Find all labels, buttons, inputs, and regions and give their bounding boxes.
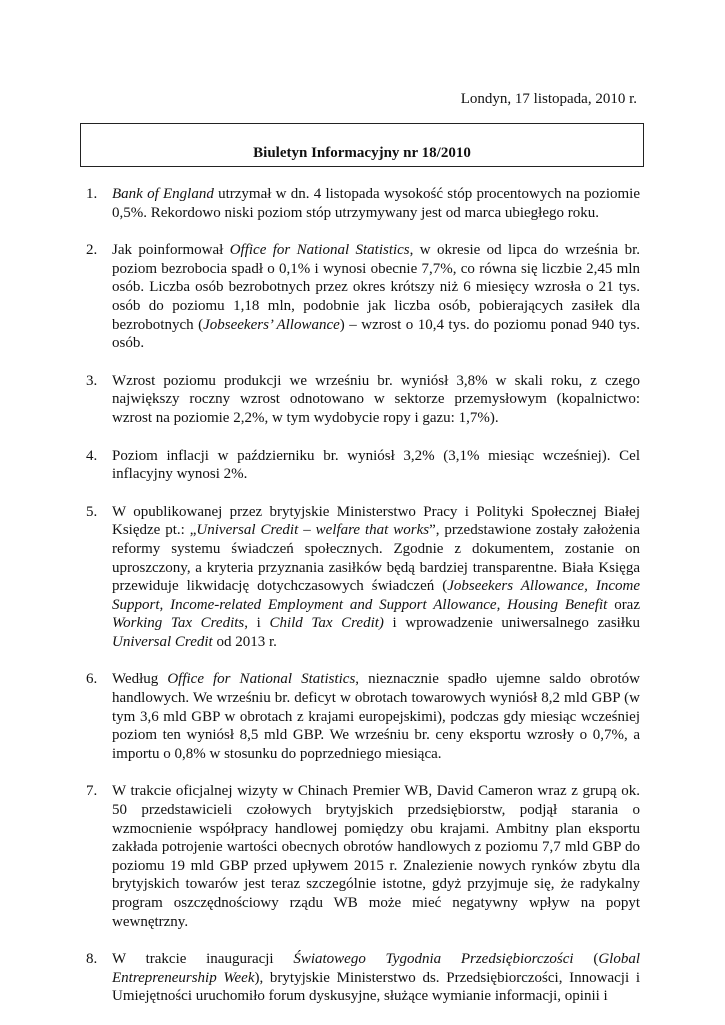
text-segment: Według (112, 671, 168, 688)
italic-text: Office for National Statistics (229, 242, 410, 259)
item-text (112, 670, 640, 763)
italic-text: Jobseekers Allowance, Income Support, Income-related Employment and Support Allowance, Housing Benefit (112, 578, 640, 613)
item-number: 8. (86, 951, 98, 968)
text-segment: ) – wzrost o 10,4 tys. do poziomu ponad 940 tys. osób. (112, 316, 640, 352)
item-number: 6. (86, 671, 98, 688)
text-segment: , w okresie od lipca do września br. poziom bezrobocia spadł o 0,1% i wynosi obecnie 7,7%, co równa się liczbie 2,45 mln osób. Liczba osób bezrobotnych przez okres krótszy niż 6 miesięcy wzrosła o 21 tys. osób do poziomu 1,18 mln, podobnie jak liczba osób, pobierających zasiłek dla bezrobotnych ( (112, 242, 640, 333)
italic-text: Child Tax Credit) (269, 615, 384, 632)
list-item (80, 670, 640, 763)
text-segment: Wzrost poziomu produkcji we wrześniu br. wyniósł 3,8% w skali roku, z czego największy roczny wzrost odnotowano w sektorze przemysłowym (kopalnictwo: wzrost na poziomie 2,2%, w tym wydobycie ropy i gazu: 1,7%). (112, 372, 640, 426)
text-segment: od 2013 r. (212, 633, 277, 650)
list-item (80, 372, 640, 428)
italic-text: Universal Credit (112, 633, 213, 650)
italic-text: Jobseekers’ Allowance (203, 316, 340, 333)
italic-text: Office for National Statistics (167, 671, 356, 688)
item-number: 3. (86, 372, 98, 389)
item-number: 7. (86, 783, 98, 800)
text-segment: W trakcie oficjalnej wizyty w Chinach Premier WB, David Cameron wraz z grupą ok. 50 przedstawicieli czołowych brytyjskich przedsiębiorstw, podjął starania o wzmocnienie współpracy handlowej pomiędzy obu krajami. Ambitny plan eksportu zakłada potrojenie wartości obecnych obrotów handlowych z poziomu 7,7 mld GBP do poziomu 19 mld GBP przed upływem 2015 r. Znalezienie nowych rynków zbytu dla brytyjskich towarów jest teraz szczególnie istotne, gdyż przyjmuje się, że radykalny program oszczędnościowy rządu WB może mieć negatywny wpływ na popyt wewnętrzny. (112, 783, 640, 930)
item-number: 1. (86, 186, 98, 202)
item-number: 2. (86, 242, 98, 259)
text-segment: W trakcie inauguracji (112, 951, 294, 968)
list-item (80, 241, 640, 353)
text-segment: , i (244, 615, 270, 632)
text-segment: , nieznacznie spadło ujemne saldo obrotów handlowych. We wrześniu br. deficyt w obrotach towarowych wyniósł 8,2 mld GBP (w tym 3,6 mld GBP w obrotach z krajami europejskimi), podczas gdy miesiąc wcześniej poziom ten wyniósł 8,5 mld GBP. We wrześniu br. ceny eksportu wzrosły o 0,7%, a importu o 0,8% w stosunku do poprzedniego miesiąca. (112, 671, 640, 762)
item-text (112, 447, 640, 484)
item-text (112, 372, 640, 428)
list-item (80, 782, 640, 931)
italic-text: Universal Credit – welfare that works (196, 522, 430, 539)
italic-text: Światowego Tygodnia Przedsiębiorczości (293, 951, 574, 968)
item-number: 4. (86, 447, 98, 464)
item-text (112, 241, 640, 353)
italic-text: Bank of England (112, 186, 214, 202)
italic-text: Working Tax Credits (112, 615, 245, 632)
text-segment: Jak poinformował (112, 242, 230, 259)
item-text (112, 950, 640, 1006)
list-item (80, 447, 640, 484)
text-segment: i wprowadzenie uniwersalnego zasiłku (383, 615, 640, 632)
item-text (112, 503, 640, 652)
italic-text: Global Entrepreneurship Week (112, 951, 640, 986)
news-list (80, 185, 640, 1025)
item-text (112, 185, 640, 222)
list-item (80, 503, 640, 652)
list-item (80, 950, 640, 1006)
title-box (80, 123, 644, 167)
list-item (80, 185, 640, 222)
dateline: Londyn, 17 listopada, 2010 r. (460, 91, 637, 107)
bulletin-title: Biuletyn Informacyjny nr 18/2010 (253, 145, 471, 161)
item-number: 5. (86, 503, 98, 520)
text-segment: oraz (607, 596, 640, 613)
text-segment: Poziom inflacji w październiku br. wyniósł 3,2% (3,1% miesiąc wcześniej). Cel inflacyjny wynosi 2%. (112, 447, 640, 483)
text-segment: W opublikowanej przez brytyjskie Ministerstwo Pracy i Polityki Społecznej Białej Księdze pt.: „ (112, 503, 640, 539)
text-segment: ”, przedstawione zostały założenia reformy systemu świadczeń społecznych. Zgodnie z dokumentem, zostanie on uproszczony, a kryteria przyznania zasiłków będą bardziej transparentne. Biała Księga przewiduje likwidację dotychczasowych świadczeń ( (112, 522, 640, 595)
text-segment: ), brytyjskie Ministerstwo ds. Przedsiębiorczości, Innowacji i Umiejętności uruchomiło forum dyskusyjne, służące wymianie informacji, opinii i (112, 969, 640, 1005)
text-segment: utrzymał w dn. 4 listopada wysokość stóp procentowych na poziomie 0,5%. Rekordowo niski poziom stóp utrzymywany jest od marca ubiegłego roku. (112, 186, 640, 221)
text-segment: ( (573, 951, 599, 968)
item-text (112, 782, 640, 931)
